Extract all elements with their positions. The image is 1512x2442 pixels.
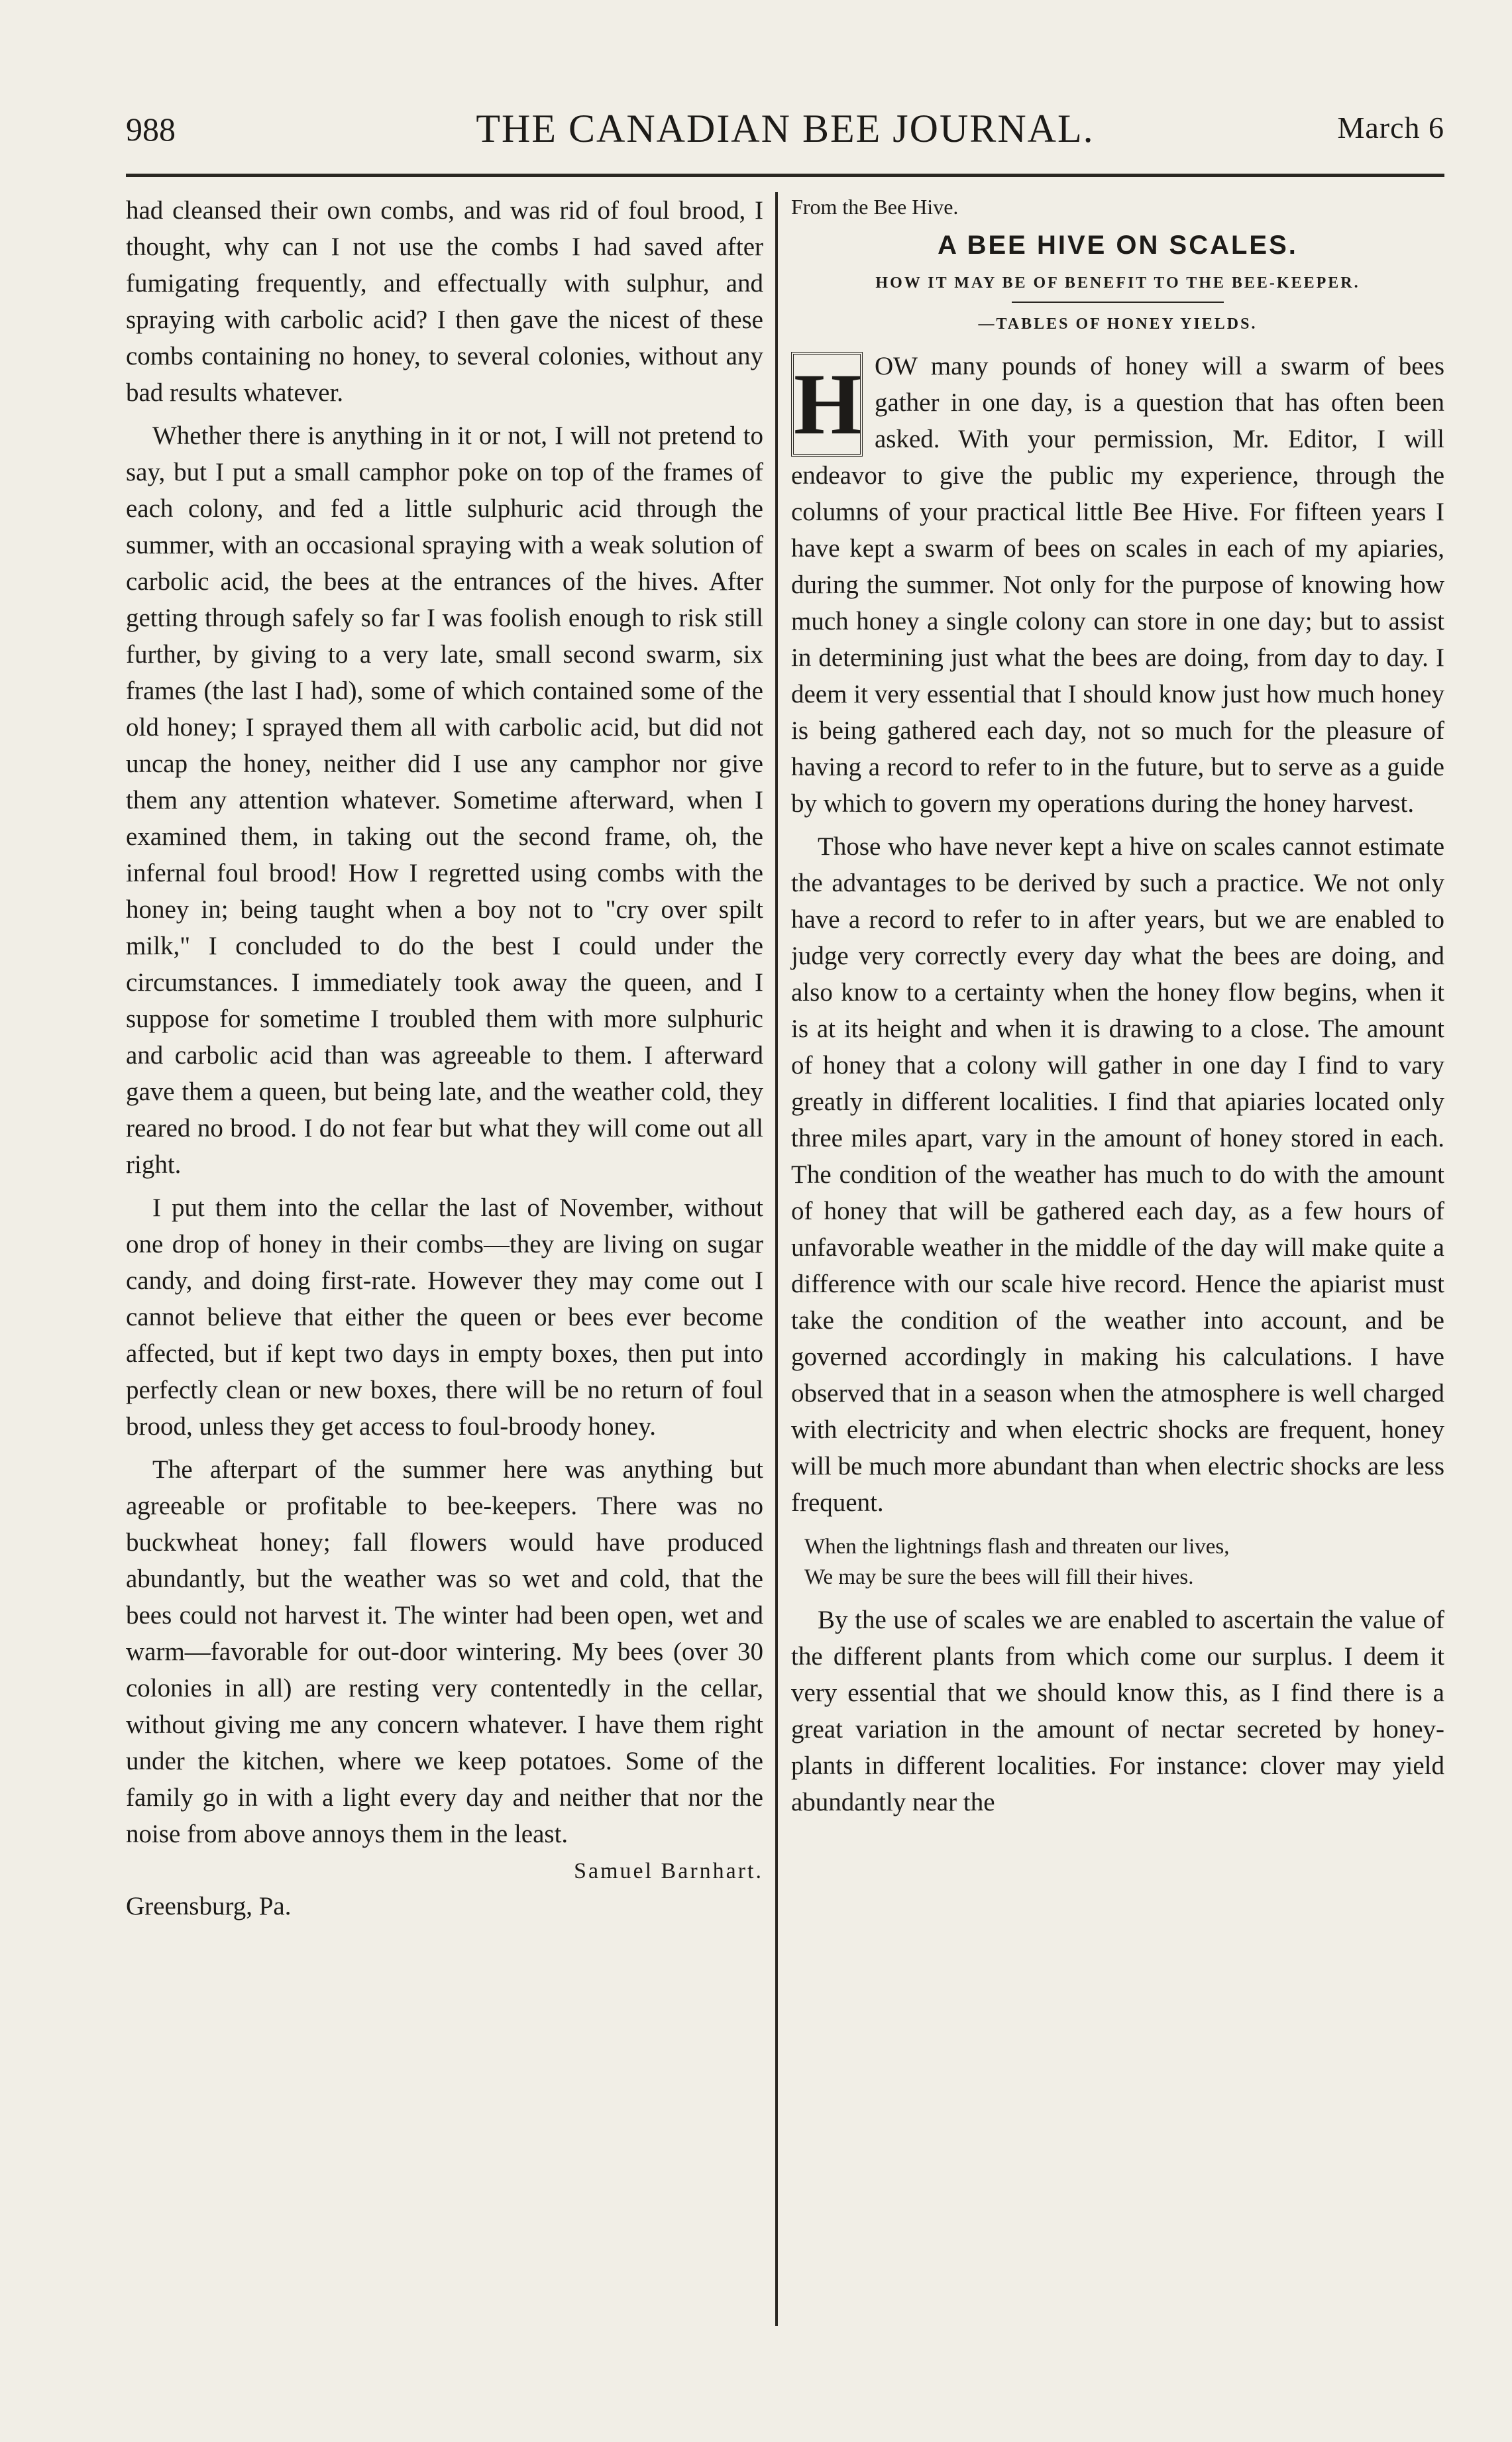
left-paragraph-2: Whether there is anything in it or not, I will not pretend to say, but I put a small camphor poke on top of the frames of each colony, and fed a little sulphuric acid through the summer, with an occasional spraying with a weak solution of carbolic acid, the bees at the entrances of the hives. After getting through safely so far I was foolish enough to risk still further, by giving to a very late, small second swarm, six frames (the last I had), some of which contained some of the old honey; I sprayed them all with carbolic acid, but did not uncap the honey, neither did I use any camphor nor give them any attention whatever. Sometime afterward, when I examined them, in taking out the second frame, oh, the infernal foul brood! How I regretted using combs with the honey in; being taught when a boy not to "cry over spilt milk," I concluded to do the best I could under the circumstances. I immediately took away the queen, and I suppose for sometime I troubled them with more sulphuric and carbolic acid than was agreeable to them. I afterward gave them a queen, but being late, and the weather cold, they reared no brood. I do not fear but what they will come out all right. [126,421,763,1179]
column-divider [775,192,778,2326]
right-paragraph-2: Those who have never kept a hive on scales cannot estimate the advantages to be derived by such a practice. We not only have a record to refer to in after years, but we are enabled to judge very correctly every day what the bees are doing, and also know to a certainty when the honey flow begins, when it is at its height and when it is drawing to a close. The amount of honey that a colony will gather in one day I find to vary greatly in different localities. I find that apiaries located only three miles apart, vary in the amount of honey stored in each. The condition of the weather has much to do with the amount of honey that will be gathered each day, as a few hours of unfavorable weather in the middle of the day will make quite a difference with our scale hive record. Hence the apiarist must take the condition of the weather into account, and be governed accordingly in making his calculations. I have observed that in a season when the atmosphere is well charged with electricity and when electric shocks are frequent, honey will be much more abundant than when electric shocks are less frequent. [791,832,1444,1517]
left-paragraph-1: had cleansed their own combs, and was rid of foul brood, I thought, why can I not use the combs I had saved after fumigating frequently, and effectually with sulphur, and spraying with carbolic acid? I then gave the nicest of these combs containing no honey, to several colonies, without any bad results whatever. [126,196,763,407]
page-header [126,99,1444,162]
drop-cap: H [791,352,863,457]
right-column [791,192,1444,1820]
couplet-line-1: When the lightnings flash and threaten our lives, [804,1535,1230,1559]
article-title: A BEE HIVE ON SCALES. [938,231,1298,260]
left-column [126,192,763,1924]
right-paragraph-3: By the use of scales we are enabled to ascertain the value of the different plants from which come our surplus. I deem it very essential that we should know this, as I find there is a great variation in the amount of nectar secreted by honey-plants in different localities. For instance: clover may yield abundantly near the [791,1606,1444,1816]
journal-title: THE CANADIAN BEE JOURNAL. [476,107,1095,150]
article-source: From the Bee Hive. [791,195,959,219]
article-intro [791,348,1444,822]
author-place: Greensburg, Pa. [126,1892,292,1920]
left-paragraph-3: I put them into the cellar the last of November, without one drop of honey in their combs—they are living on sugar candy, and doing first-rate. However they may come out I cannot believe that either the queen or bees ever become affected, but if kept two days in empty boxes, then put into perfectly clean or new boxes, there will be no return of foul brood, unless they get access to foul-broody honey. [126,1193,763,1441]
couplet-line-2: We may be sure the bees will fill their hives. [804,1565,1194,1589]
author-signature: Samuel Barnhart. [574,1859,763,1883]
left-paragraph-4: The afterpart of the summer here was anything but agreeable or profitable to bee-keepers. There was no buckwheat honey; fall flowers would have produced abundantly, but the weather was so wet and cold, that the bees could not harvest it. The winter had been open, wet and warm—favorable for out-door wintering. My bees (over 30 colonies in all) are resting very contentedly in the cellar, without giving me any concern whatever. I have them right under the kitchen, where we keep potatoes. Some of the family go in with a light every day and neither that nor the noise from above annoys them in the least. [126,1455,763,1848]
article-subtitle-continued: —TABLES OF HONEY YIELDS. [978,315,1258,333]
subtitle-rule [1012,302,1224,303]
page-number: 988 [126,111,176,148]
intro-text: OW many pounds of honey will a swarm of bees gather in one day, is a question that has often been asked. With your permission, Mr. Editor, I will endeavor to give the public my experience, through the columns of your practical little Bee Hive. For fifteen years I have kept a swarm of bees on scales in each of my apiaries, during the summer. Not only for the purpose of knowing how much honey a single colony can store in one day; but to assist in determining just what the bees are doing, from day to day. I deem it very essential that I should know just how much honey is being gathered each day, not so much for the pleasure of having a record to refer to in the future, but to serve as a guide by which to govern my operations during the honey harvest. [791,352,1444,818]
issue-date: March 6 [1337,111,1444,144]
couplet [804,1531,1444,1592]
article-subtitle: HOW IT MAY BE OF BENEFIT TO THE BEE-KEEPER. [875,274,1360,292]
header-rule [126,174,1444,177]
